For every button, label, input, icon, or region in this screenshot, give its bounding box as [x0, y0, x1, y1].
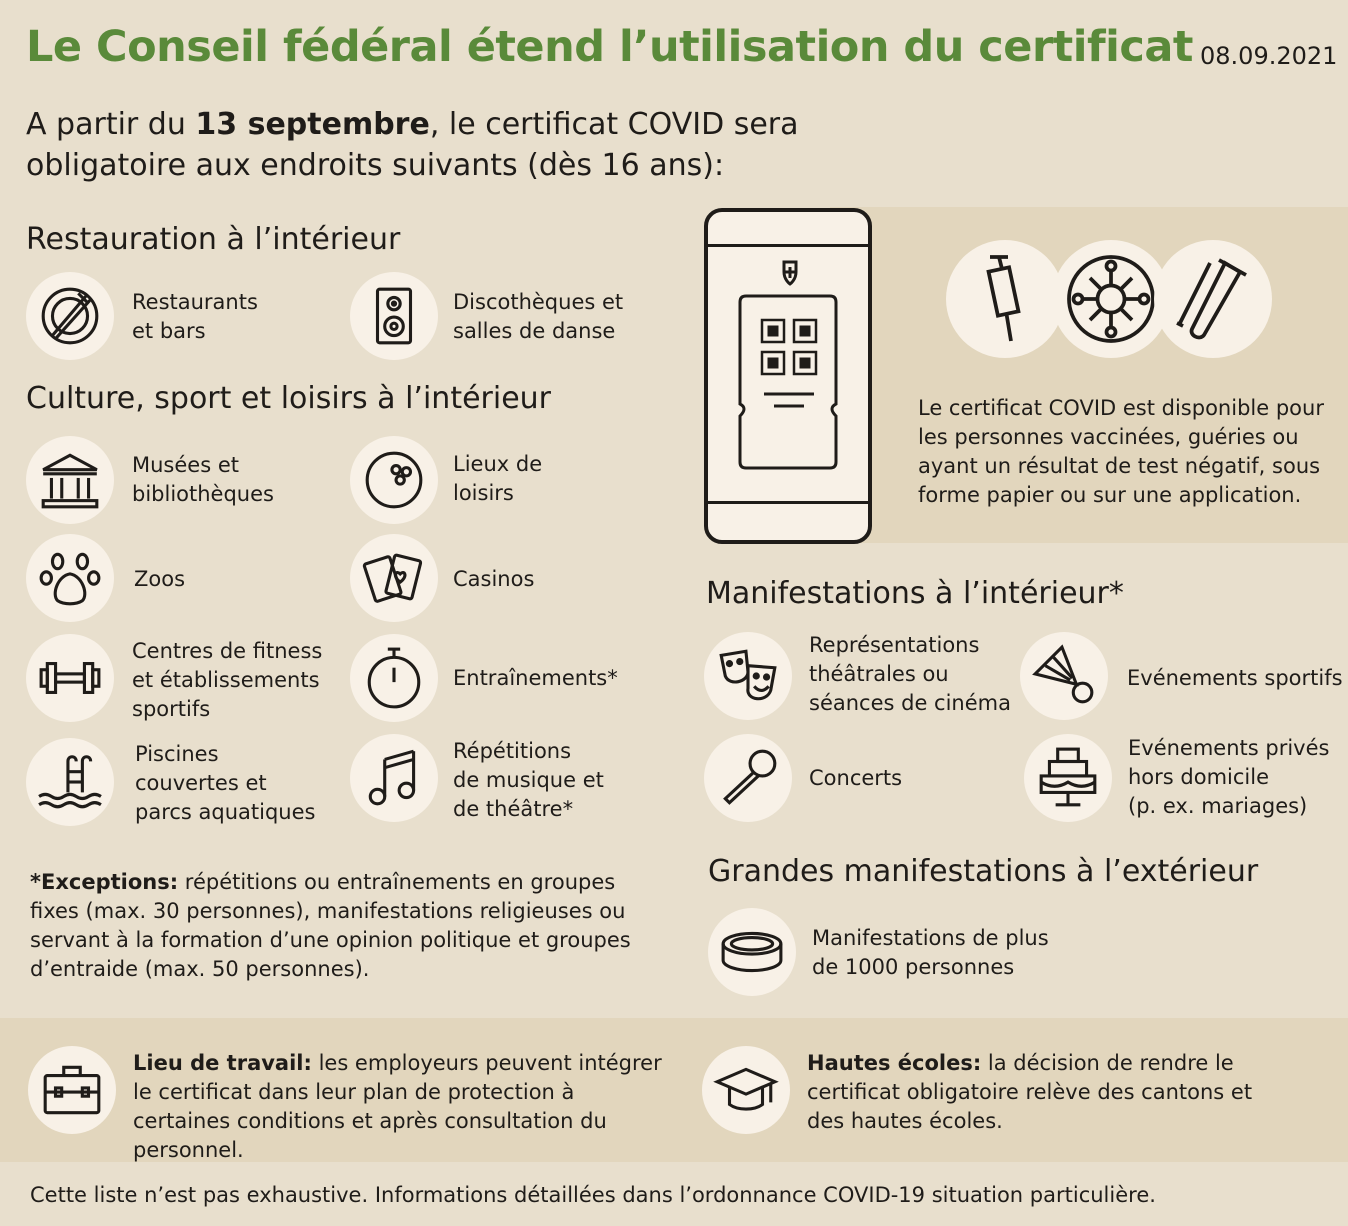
stadium-icon	[708, 908, 796, 996]
label-sport-events: Evénements sportifs	[1127, 666, 1343, 690]
label-repetitions: Répétitions de musique et de théâtre*	[453, 739, 604, 821]
label-representations: Représentations théâtrales ou séances de cinéma	[809, 633, 1011, 715]
label-piscines: Piscines couvertes et parcs aquatiques	[135, 742, 316, 824]
section-title-manifestations: Manifestations à l’intérieur*	[706, 576, 1124, 611]
workplace-note: Lieu de travail: les employeurs peuvent intégrer le certificat dans leur plan de protection à certaines conditions et après consultation du personnel.	[133, 1051, 662, 1162]
music-note-icon	[350, 734, 438, 822]
label-zoos: Zoos	[134, 567, 186, 591]
label-casinos: Casinos	[453, 567, 535, 591]
bowling-ball-icon	[350, 436, 438, 524]
exceptions-note: *Exceptions: répétitions ou entraînements en groupes fixes (max. 30 personnes), manifestations religieuses ou servant à la formation d’une opinion politique et groupes d’entraide (max. 50 personnes).	[30, 870, 631, 981]
wedding-cake-icon	[1024, 734, 1112, 822]
section-title-grandes: Grandes manifestations à l’extérieur	[708, 854, 1259, 889]
syringe-icon	[946, 240, 1064, 358]
speaker-icon	[350, 272, 438, 360]
pool-icon	[26, 738, 114, 826]
label-restaurants: Restaurants et bars	[132, 290, 258, 343]
test-tube-icon	[1154, 240, 1272, 358]
label-private-events: Evénements privés hors domicile (p. ex. mariages)	[1128, 736, 1330, 818]
page-title: Le Conseil fédéral étend l’utilisation du certificat	[26, 22, 1193, 72]
museum-icon	[26, 436, 114, 524]
shuttlecock-icon	[1020, 632, 1108, 720]
intro-text: A partir du 13 septembre, le certificat COVID sera obligatoire aux endroits suivants (dès 16 ans):	[26, 107, 799, 183]
graduation-cap-icon	[702, 1046, 790, 1134]
theater-masks-icon	[704, 632, 792, 720]
label-discotheques: Discothèques et salles de danse	[453, 290, 624, 343]
virus-icon	[1052, 240, 1170, 358]
footer-note: Cette liste n’est pas exhaustive. Informations détaillées dans l’ordonnance COVID-19 situation particulière.	[30, 1183, 1156, 1207]
stopwatch-icon	[350, 634, 438, 722]
label-concerts: Concerts	[809, 766, 903, 790]
briefcase-icon	[28, 1046, 116, 1134]
schools-note: Hautes écoles: la décision de rendre le certificat obligatoire relève des cantons et des hautes écoles.	[807, 1051, 1253, 1133]
certificate-description: Le certificat COVID est disponible pour les personnes vaccinées, guéries ou ayant un résultat de test négatif, sous forme papier ou sur une application.	[918, 396, 1324, 507]
section-title-restauration: Restauration à l’intérieur	[26, 222, 401, 257]
microphone-icon	[704, 734, 792, 822]
plate-cutlery-icon	[26, 272, 114, 360]
label-grandes: Manifestations de plus de 1000 personnes	[812, 926, 1049, 979]
label-musees: Musées et bibliothèques	[132, 453, 274, 506]
dumbbell-icon	[26, 634, 114, 722]
label-lieux-loisirs: Lieux de loisirs	[453, 452, 543, 505]
label-entrainements: Entraînements*	[453, 666, 618, 690]
playing-cards-icon	[350, 534, 438, 622]
phone-illustration	[704, 208, 872, 544]
section-title-culture: Culture, sport et loisirs à l’intérieur	[26, 381, 552, 416]
label-fitness: Centres de fitness et établissements sportifs	[132, 639, 323, 721]
date-label: 08.09.2021	[1200, 42, 1338, 70]
paw-icon	[26, 534, 114, 622]
intro-date: 13 septembre	[195, 107, 430, 142]
